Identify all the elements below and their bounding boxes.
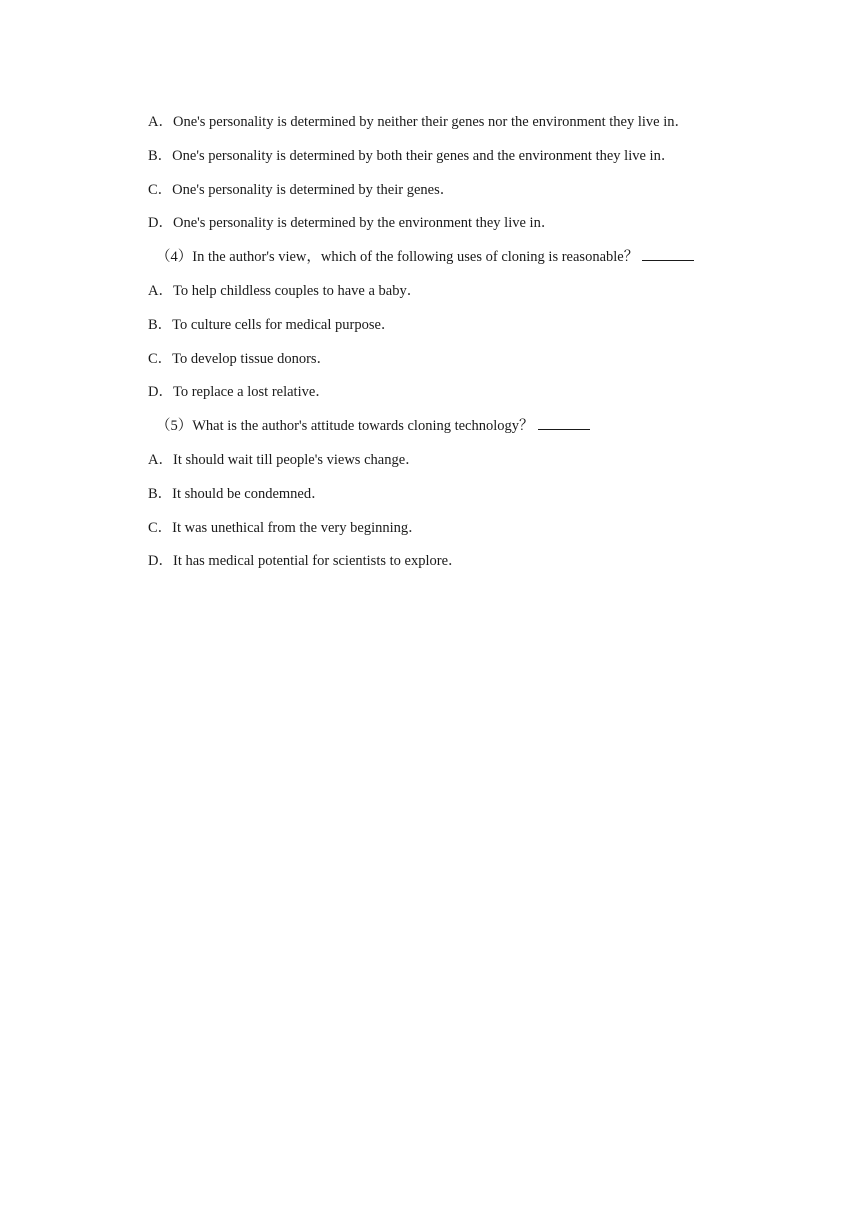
option-letter: A． — [148, 282, 173, 299]
option-letter: B． — [148, 316, 173, 333]
option-letter: A． — [148, 114, 173, 130]
option-letter: C． — [148, 519, 173, 536]
option-letter: A． — [148, 451, 173, 468]
question-number: （4） — [156, 249, 193, 266]
q4-option-a — [148, 279, 768, 313]
option-text: To help childless couples to have a baby． — [172, 282, 422, 299]
option-letter: C． — [148, 181, 173, 198]
option-letter: C． — [148, 350, 173, 367]
question-text: In the author's view，which of the following uses of cloning is reasonable？ — [192, 249, 639, 266]
option-text: One's personality is determined by both their genes and the environment they live in． — [172, 147, 676, 164]
answer-blank[interactable] — [642, 246, 694, 261]
answer-blank[interactable] — [538, 415, 590, 430]
option-text: One's personality is determined by neither their genes nor the environment they live in． — [172, 114, 690, 130]
option-letter: D． — [148, 384, 173, 401]
q5-option-b — [148, 482, 768, 516]
option-text: To develop tissue donors． — [172, 350, 332, 367]
option-text: One's personality is determined by the environment they live in． — [172, 215, 556, 232]
q5-option-d — [148, 549, 768, 583]
q3-option-b — [148, 144, 768, 178]
q4-option-c — [148, 347, 768, 381]
option-text: It has medical potential for scientists to explore． — [172, 553, 463, 570]
option-text: It should be condemned． — [172, 485, 326, 502]
option-text: To replace a lost relative． — [172, 384, 330, 401]
q4-question — [148, 245, 768, 279]
question-number: （5） — [156, 418, 193, 435]
option-letter: B． — [148, 485, 173, 502]
q4-option-d — [148, 380, 768, 414]
q3-option-d — [148, 211, 768, 245]
option-text: To culture cells for medical purpose． — [172, 316, 396, 333]
option-letter: D． — [148, 553, 173, 570]
q5-question — [148, 414, 768, 448]
question-content — [148, 110, 768, 583]
option-letter: B． — [148, 147, 173, 164]
q5-option-c — [148, 516, 768, 550]
q4-option-b — [148, 313, 768, 347]
q3-option-c — [148, 178, 768, 212]
option-text: It should wait till people's views change． — [172, 451, 420, 468]
option-letter: D． — [148, 215, 173, 232]
question-text: What is the author's attitude towards cloning technology？ — [192, 418, 534, 435]
q5-option-a — [148, 448, 768, 482]
option-text: One's personality is determined by their genes． — [172, 181, 455, 198]
q3-option-a — [148, 110, 768, 144]
option-text: It was unethical from the very beginning． — [172, 519, 423, 536]
